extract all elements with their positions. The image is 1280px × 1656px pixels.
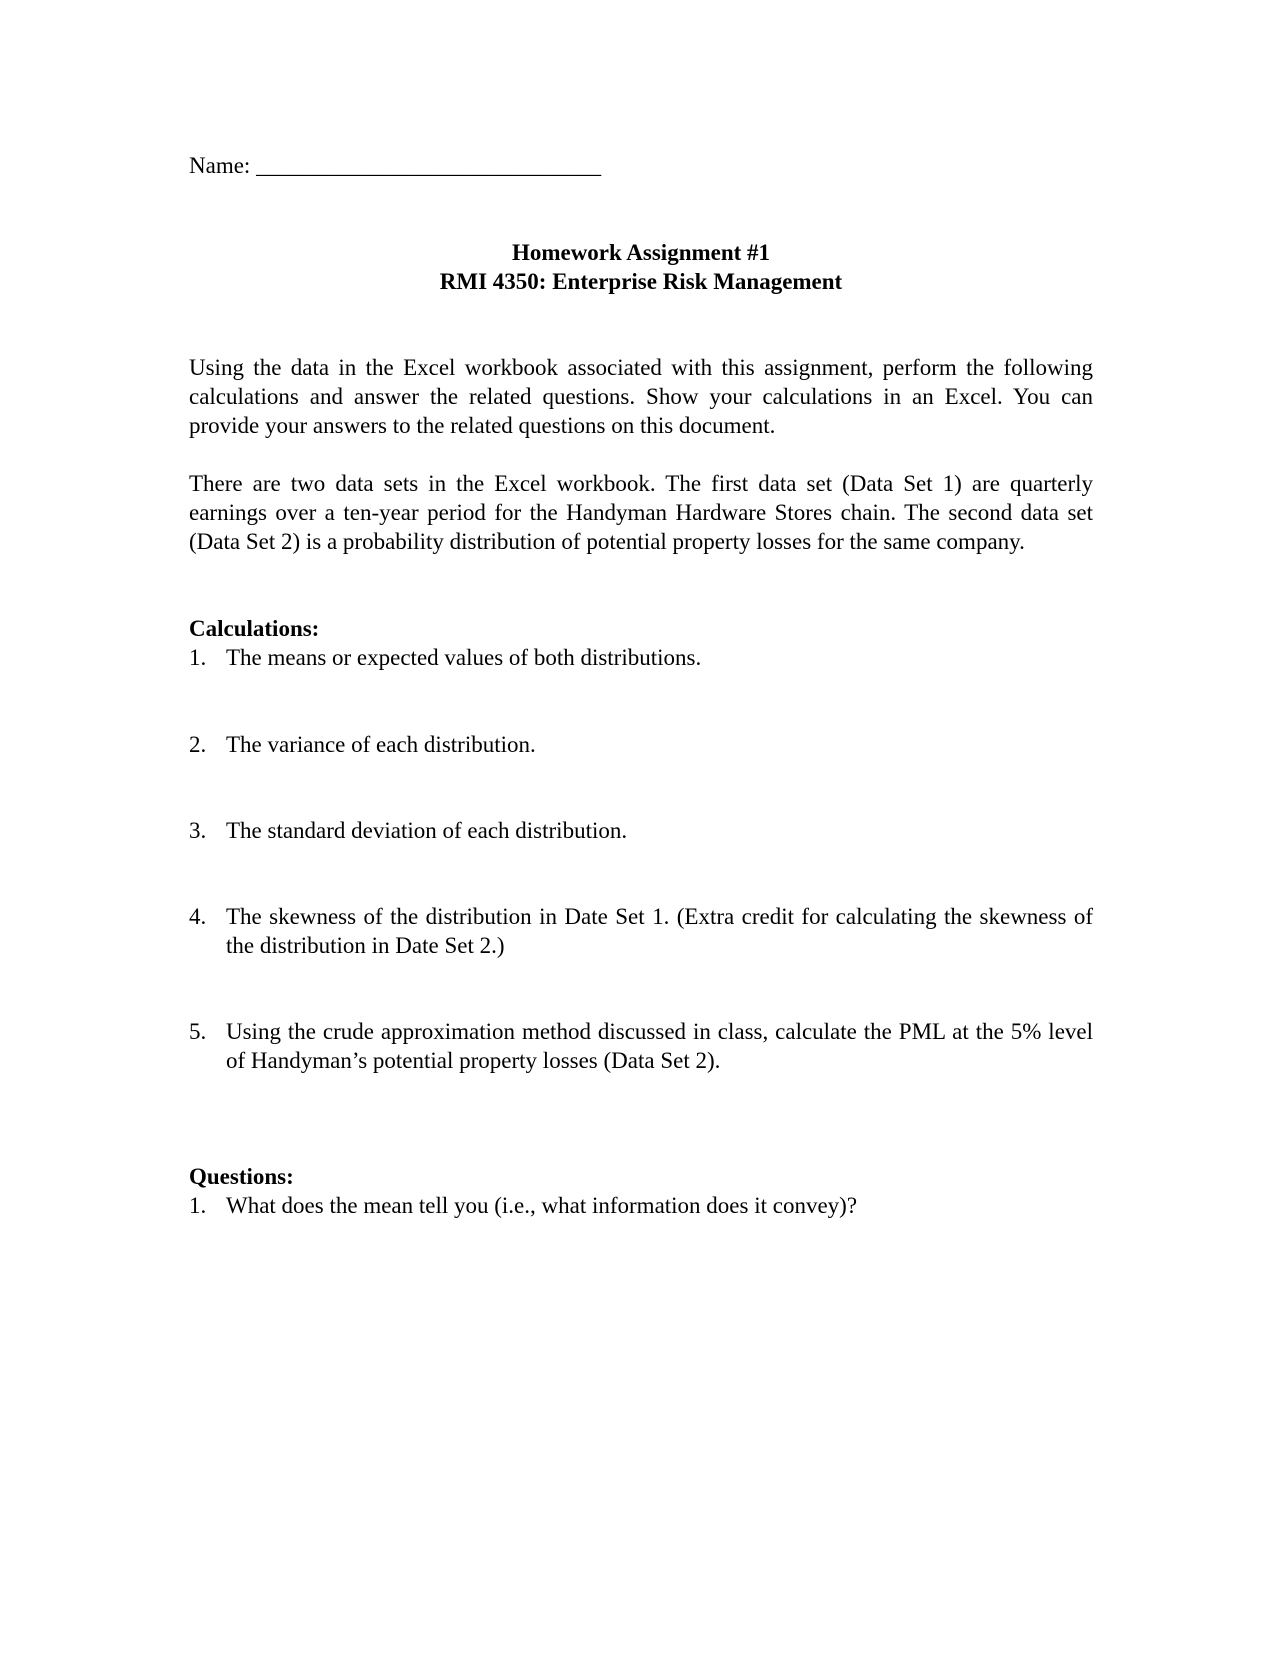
list-number: 5.	[189, 1019, 207, 1044]
list-text: The means or expected values of both distributions.	[226, 645, 702, 670]
list-text: The standard deviation of each distribution.	[226, 818, 628, 843]
list-number: 4.	[189, 904, 207, 929]
calculation-item-3	[189, 816, 1093, 845]
calculation-item-4	[189, 902, 1093, 960]
name-field-line	[189, 151, 1093, 180]
question-item-1	[189, 1191, 1093, 1220]
data-sets-paragraph: There are two data sets in the Excel workbook. The first data set (Data Set 1) are quarterly earnings over a ten-year period for the Handyman Hardware Stores chain. The second data set (Data Set 2) is a probability distribution of potential property losses for the same company.	[189, 471, 1093, 554]
name-blank: ______________________________	[256, 153, 602, 178]
list-text: The variance of each distribution.	[226, 732, 536, 757]
list-text: The skewness of the distribution in Date Set 1. (Extra credit for calculating the skewness of the distribution in Date Set 2.)	[226, 904, 1093, 958]
calculation-item-2	[189, 730, 1093, 759]
list-text: Using the crude approximation method discussed in class, calculate the PML at the 5% level of Handyman’s potential property losses (Data Set 2).	[226, 1019, 1093, 1073]
calculations-heading: Calculations:	[189, 616, 320, 641]
list-number: 1.	[189, 1193, 207, 1218]
list-text: What does the mean tell you (i.e., what information does it convey)?	[226, 1193, 858, 1218]
list-number: 1.	[189, 645, 207, 670]
title-line-1: Homework Assignment #1	[511, 240, 771, 265]
calculation-item-5	[189, 1017, 1093, 1075]
name-label: Name:	[189, 153, 251, 178]
document-title	[189, 238, 1093, 296]
questions-heading: Questions:	[189, 1164, 294, 1189]
intro-paragraph: Using the data in the Excel workbook associated with this assignment, perform the following calculations and answer the related questions. Show your calculations in an Excel. You can provide your answers to the related questions on this document.	[189, 355, 1093, 438]
list-number: 2.	[189, 732, 207, 757]
title-line-2: RMI 4350: Enterprise Risk Management	[439, 269, 843, 294]
list-number: 3.	[189, 818, 207, 843]
calculation-item-1	[189, 643, 1093, 672]
